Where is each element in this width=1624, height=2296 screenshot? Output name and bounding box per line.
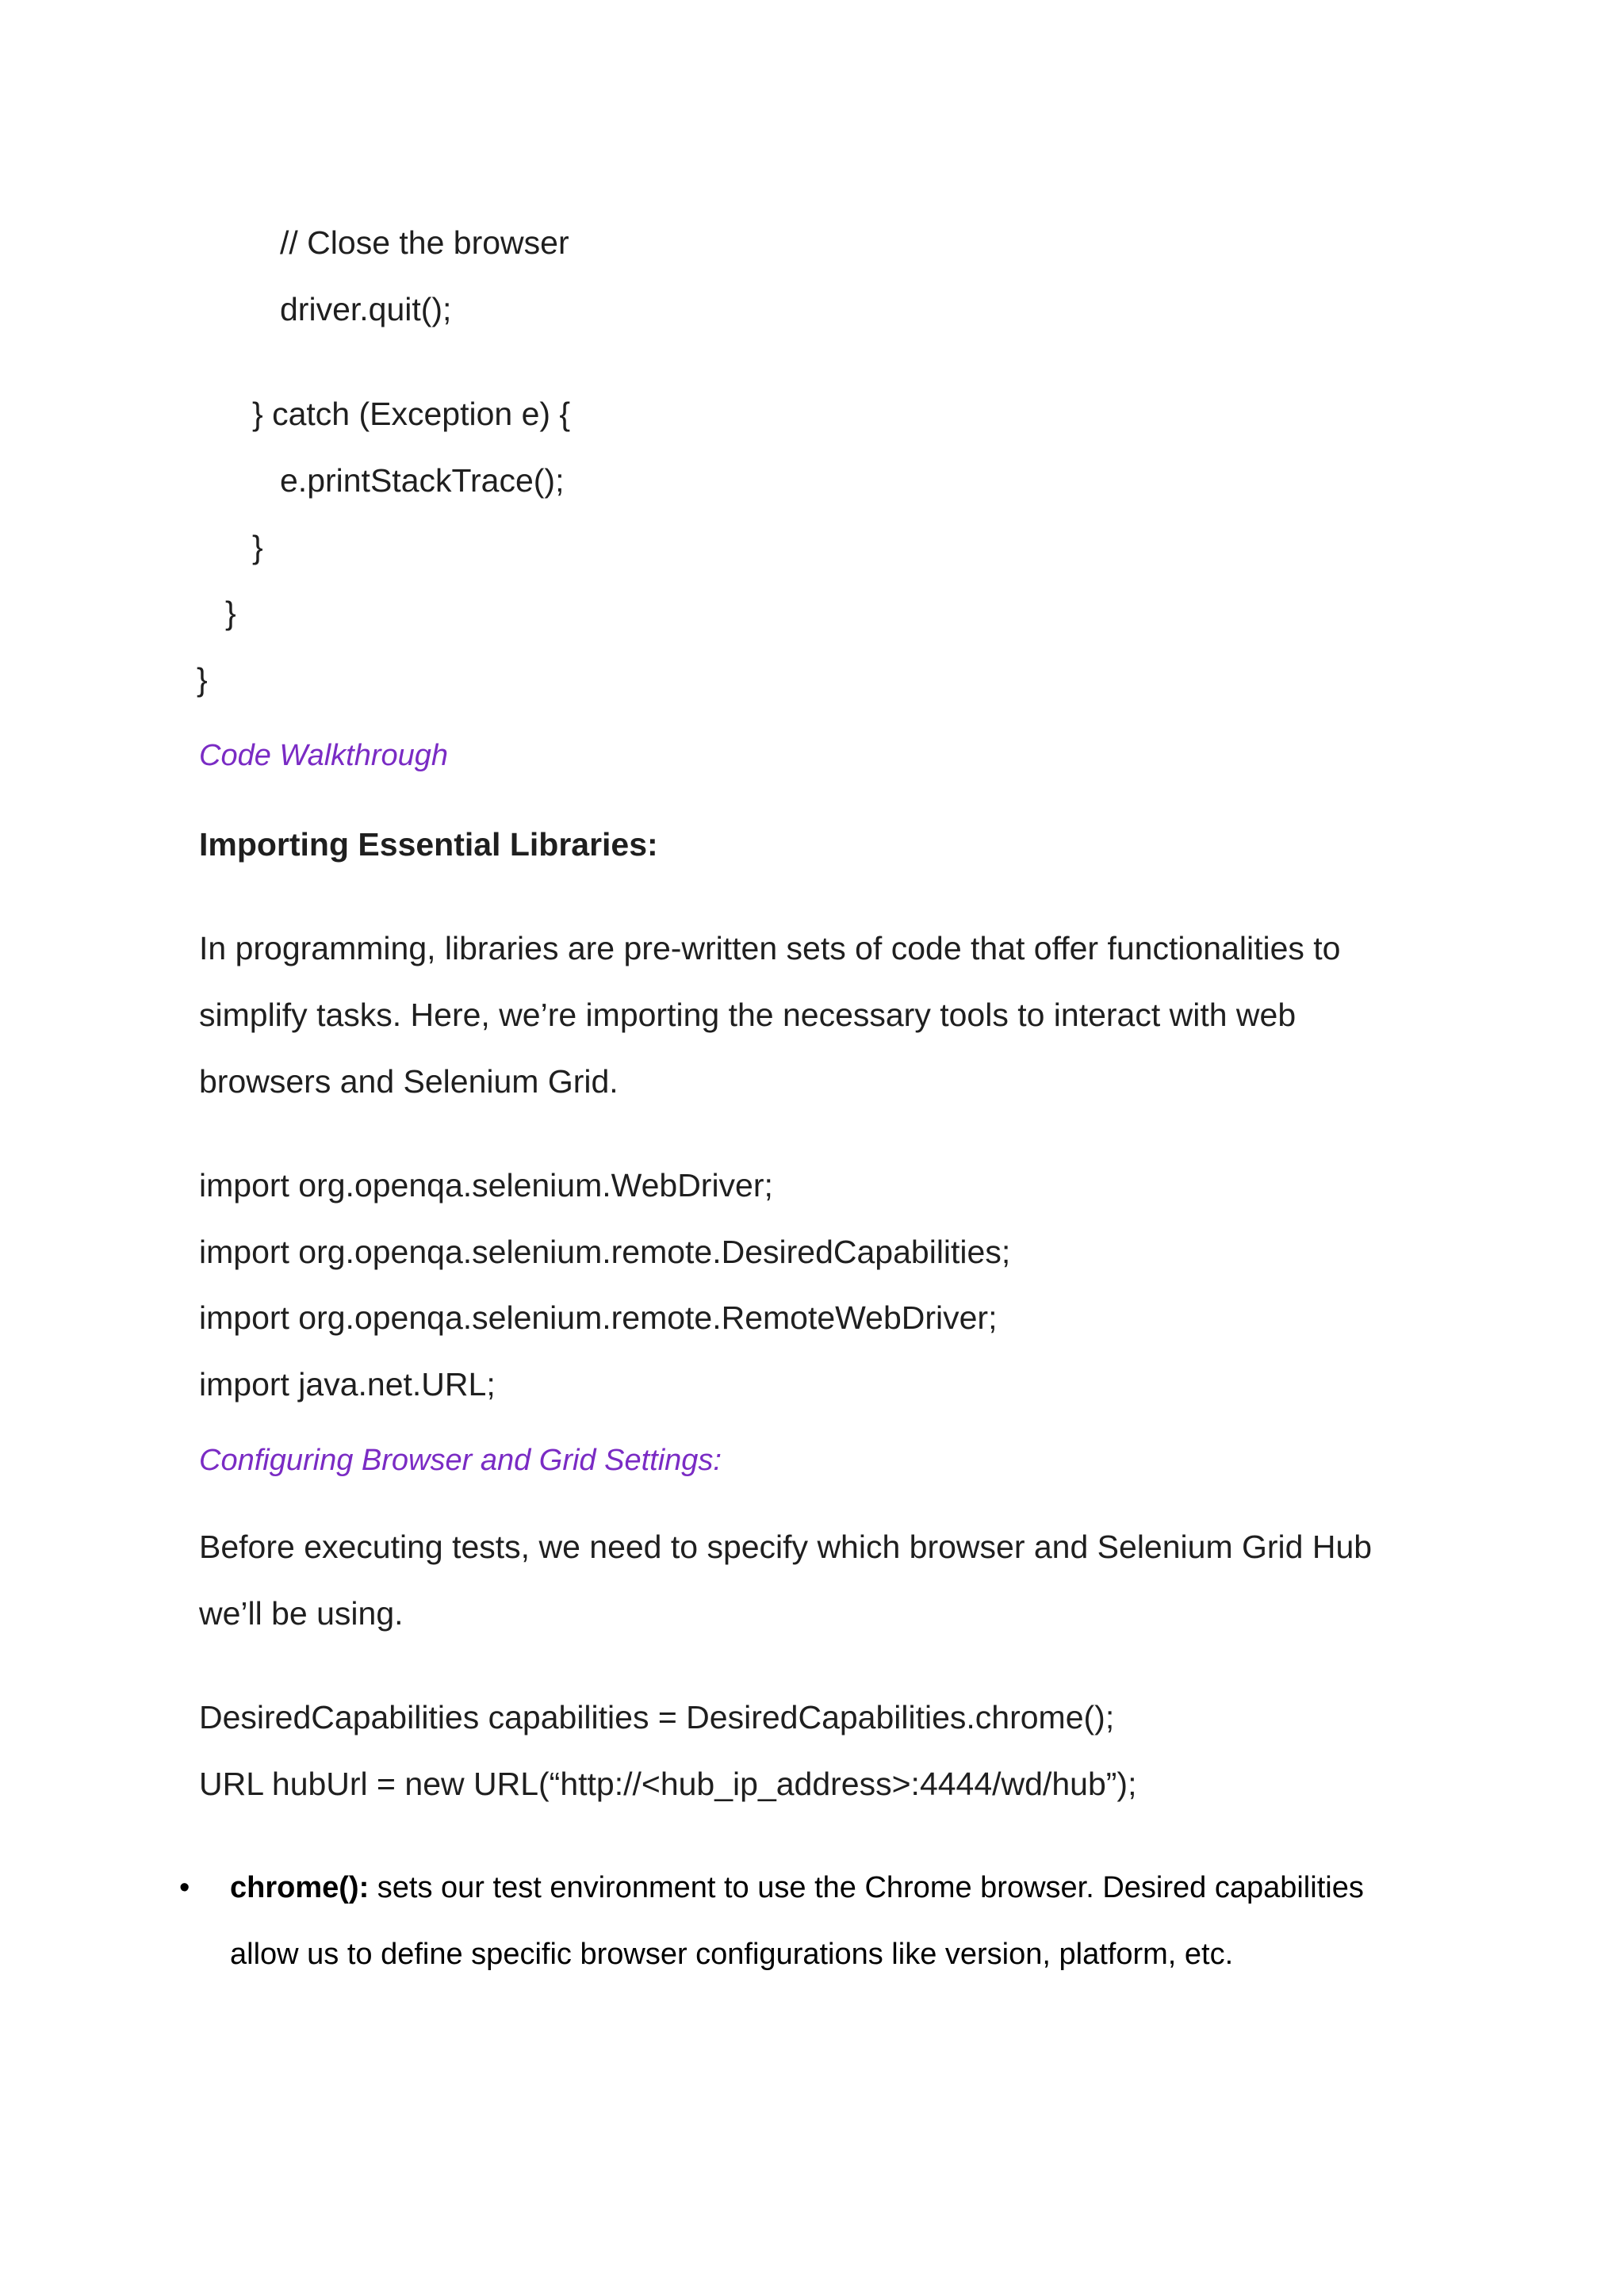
code-line-catch: } catch (Exception e) { xyxy=(252,396,571,432)
code-line-driver-quit: driver.quit(); xyxy=(280,291,452,327)
paragraph-libraries-line-3: browsers and Selenium Grid. xyxy=(199,1063,619,1100)
code-line-close-brace-method: } xyxy=(225,595,236,631)
paragraph-configuring-line-1: Before executing tests, we need to specify which browser and Selenium Grid Hub xyxy=(199,1529,1373,1565)
section-heading-configuring-settings: Configuring Browser and Grid Settings: xyxy=(199,1444,722,1477)
bullet-term: chrome(): xyxy=(230,1871,370,1904)
code-line-close-brace-class: } xyxy=(197,661,208,698)
code-line-close-brace-catch: } xyxy=(252,529,263,565)
paragraph-configuring-line-2: we’ll be using. xyxy=(199,1595,404,1632)
paragraph-libraries-line-2: simplify tasks. Here, we’re importing the necessary tools to interact with web xyxy=(199,997,1297,1033)
code-line-print-stack-trace: e.printStackTrace(); xyxy=(280,462,565,499)
import-line-webdriver: import org.openqa.selenium.WebDriver; xyxy=(199,1167,773,1203)
import-line-java-url: import java.net.URL; xyxy=(199,1366,496,1402)
bullet-marker: • xyxy=(179,1871,190,1904)
section-heading-code-walkthrough: Code Walkthrough xyxy=(199,739,449,772)
import-line-remote-webdriver: import org.openqa.selenium.remote.RemoteWebDriver; xyxy=(199,1299,998,1336)
code-line-close-comment: // Close the browser xyxy=(280,224,569,261)
bullet-description-line-2: allow us to define specific browser configurations like version, platform, etc. xyxy=(230,1938,1234,1971)
paragraph-libraries-line-1: In programming, libraries are pre-written sets of code that offer functionalities to xyxy=(199,930,1341,966)
code-line-capabilities: DesiredCapabilities capabilities = DesiredCapabilities.chrome(); xyxy=(199,1699,1115,1735)
subheading-importing-libraries: Importing Essential Libraries: xyxy=(199,826,658,863)
code-line-hub-url: URL hubUrl = new URL(“http://<hub_ip_address>:4444/wd/hub”); xyxy=(199,1766,1137,1802)
import-line-desired-capabilities: import org.openqa.selenium.remote.DesiredCapabilities; xyxy=(199,1234,1011,1270)
bullet-description-line-1: sets our test environment to use the Chrome browser. Desired capabilities xyxy=(369,1871,1364,1904)
bullet-line-1 xyxy=(230,1869,1364,1906)
